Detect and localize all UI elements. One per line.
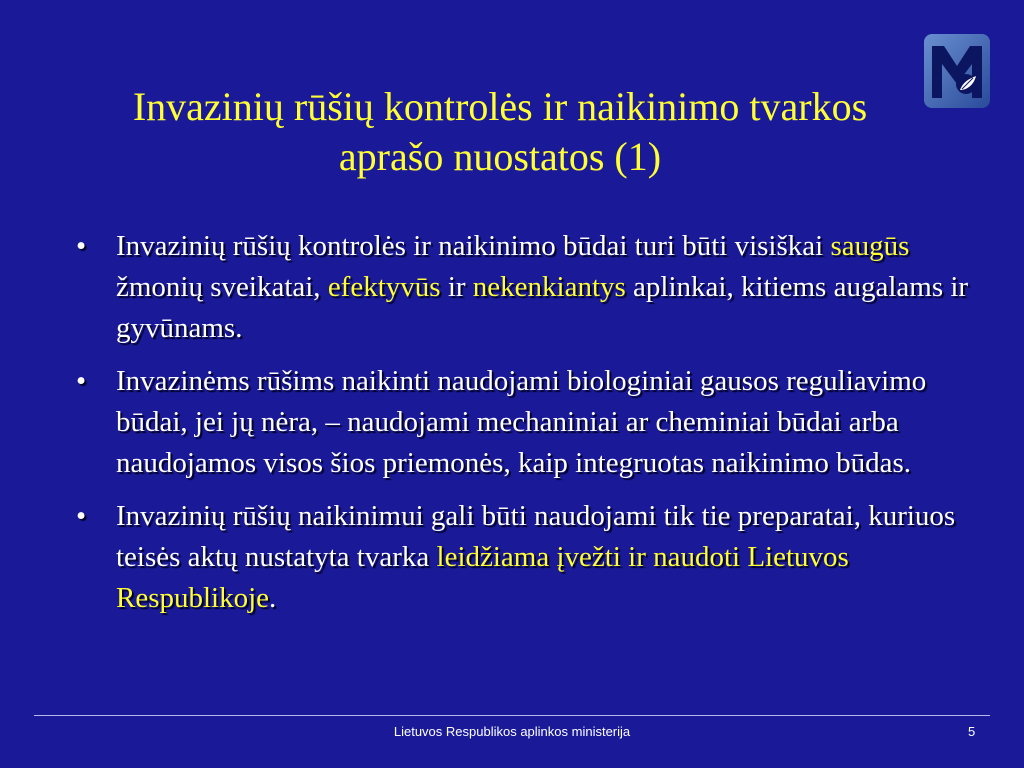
slide-title — [60, 82, 940, 182]
bullet-text: aplinkai, kitiems augalams ir gyvūnams. — [116, 271, 969, 344]
bullet-item-3 — [72, 496, 992, 619]
bullet-list — [72, 226, 992, 631]
bullet-text: . — [269, 582, 277, 614]
bullet-glyph: • — [76, 365, 87, 397]
highlight-text: efektyvūs — [327, 271, 441, 303]
bullet-item-2 — [72, 361, 992, 484]
bullet-text: Invazinėms rūšims naikinti naudojami biologiniai gausos reguliavimo būdai, jei jų nėra, – naudojami mechaniniai ar cheminiai būdai arba naudojamos visos šios priemonės, kaip integruotas naikinimo būdas. — [116, 365, 927, 479]
footer-organization: Lietuvos Respublikos aplinkos ministerija — [393, 724, 631, 739]
bullet-text: Invazinių rūšių kontrolės ir naikinimo būdai turi būti visiškai — [116, 230, 831, 262]
bullet-text: ir — [440, 271, 473, 303]
bullet-text: Invazinių rūšių naikinimui gali būti naudojami tik tie preparatai, kuriuos teisės aktų nustatyta tvarka — [116, 500, 956, 573]
bullet-glyph: • — [76, 230, 87, 262]
highlight-text: leidžiama įvežti ir naudoti Lietuvos Respublikoje — [116, 541, 849, 614]
bullet-item-1 — [72, 226, 992, 349]
bullet-glyph: • — [76, 500, 87, 532]
footer-divider — [34, 715, 990, 716]
bullet-text: žmonių sveikatai, — [116, 271, 328, 303]
highlight-text: nekenkiantys — [472, 271, 626, 303]
highlight-text: saugūs — [830, 230, 910, 262]
slide-title-line-2: aprašo nuostatos (1) — [338, 134, 662, 179]
slide-title-line-1: Invazinių rūšių kontrolės ir naikinimo tvarkos — [132, 84, 868, 129]
page-number: 5 — [968, 724, 976, 739]
